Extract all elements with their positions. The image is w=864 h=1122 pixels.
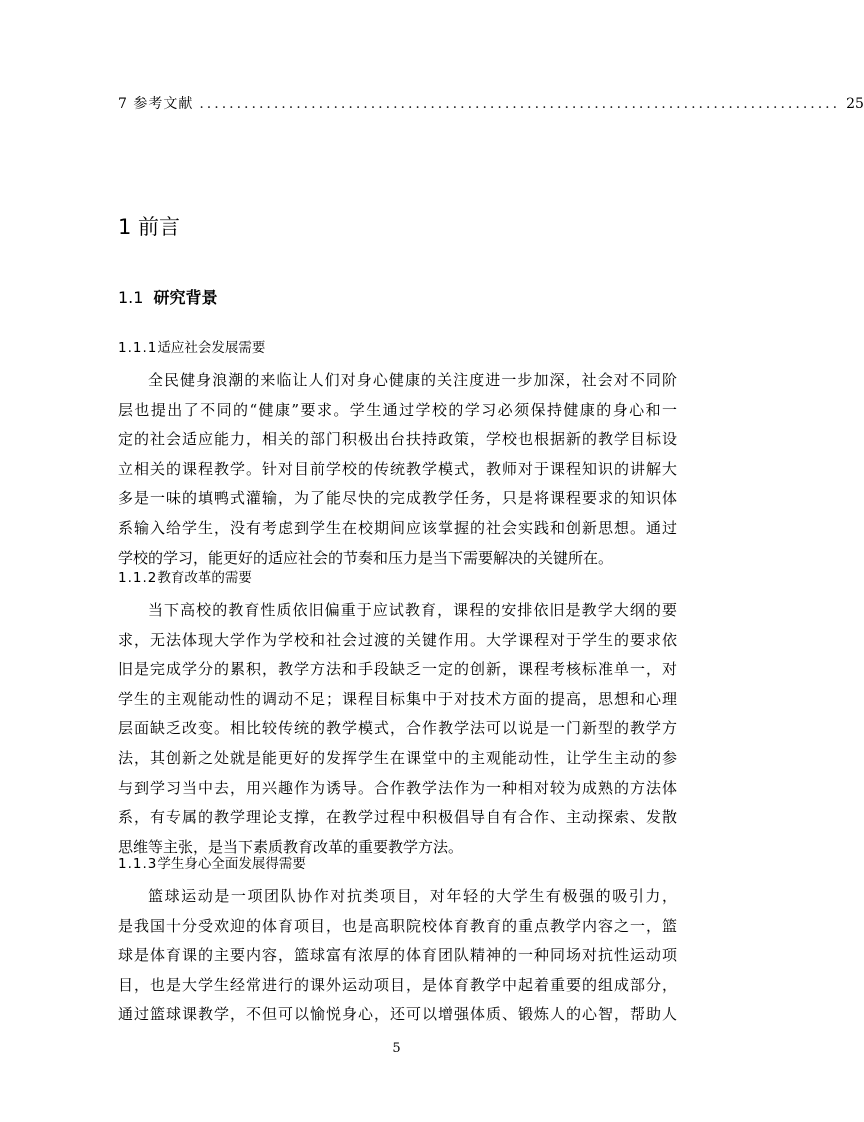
text-line: 学生的主观能动性的调动不足；课程目标集中于对技术方面的提高，思想和心理 [118, 689, 677, 708]
text-line: 球是体育课的主要内容，篮球富有浓厚的体育团队精神的一种同场对抗性运动项 [118, 946, 677, 965]
text-line: 系，有专属的教学理论支撑，在教学过程中积极倡导自有合作、主动探索、发散 [118, 808, 677, 827]
text-line: 层面缺乏改变。相比较传统的教学模式，合作教学法可以说是一门新型的教学方 [118, 719, 677, 738]
subsection-title: 学生身心全面发展得需要 [157, 856, 306, 872]
subsection-number: 1.1.2 [118, 570, 158, 586]
paragraph [118, 366, 677, 573]
section-heading [118, 285, 217, 311]
text-line: 法，其创新之处就是能更好的发挥学生在课堂中的主观能动性，让学生主动的参 [118, 748, 677, 767]
text-line: 通过篮球课教学，不但可以愉悦身心，还可以增强体质、锻炼人的心智，帮助人 [118, 1005, 677, 1024]
toc-entry[interactable] [118, 93, 864, 115]
subsection-number: 1.1.1 [118, 340, 158, 356]
text-line: 与到学习当中去，用兴趣作为诱导。合作教学法作为一种相对较为成熟的方法体 [118, 778, 677, 797]
text-line: 旧是完成学分的累积，教学方法和手段缺乏一定的创新，课程考核标准单一，对 [118, 660, 677, 679]
text-line: 当下高校的教育性质依旧偏重于应试教育，课程的安排依旧是教学大纲的要 [148, 601, 677, 619]
subsection-heading [118, 853, 306, 875]
paragraph [118, 596, 677, 862]
subsection-number: 1.1.3 [118, 856, 158, 872]
toc-entry-title: 7 参考文献 [118, 96, 194, 112]
page-number: 5 [392, 1041, 401, 1056]
text-line: 思维等主张，是当下素质教育改革的重要教学方法。 [118, 837, 464, 856]
subsection-title: 教育改革的需要 [157, 570, 252, 586]
text-line: 求，无法体现大学作为学校和社会过渡的关键作用。大学课程对于学生的要求依 [118, 630, 677, 649]
subsection-heading [118, 337, 265, 359]
text-line: 系输入给学生，没有考虑到学生在校期间应该掌握的社会实践和创新思想。通过 [118, 518, 677, 537]
section-number: 1.1 [118, 288, 144, 307]
toc-leader-dots: ...................................................................................... [199, 96, 841, 112]
text-line: 学校的学习，能更好的适应社会的节奏和压力是当下需要解决的关键所在。 [118, 548, 614, 567]
section-title: 研究背景 [153, 288, 218, 307]
text-line: 多是一味的填鸭式灌输，为了能尽快的完成教学任务，只是将课程要求的知识体 [118, 489, 677, 508]
paragraph [118, 882, 677, 1030]
text-line: 全民健身浪潮的来临让人们对身心健康的关注度进一步加深，社会对不同阶 [148, 371, 677, 389]
toc-entry-page: 25 [846, 96, 864, 112]
text-line: 层也提出了不同的“健康”要求。学生通过学校的学习必须保持健康的身心和一 [118, 400, 677, 419]
subsection-heading [118, 567, 252, 589]
text-line: 目，也是大学生经常进行的课外运动项目，是体育教学中起着重要的组成部分， [118, 975, 677, 994]
subsection-title: 适应社会发展需要 [157, 340, 266, 356]
text-line: 定的社会适应能力，相关的部门积极出台扶持政策，学校也根据新的教学目标设 [118, 430, 677, 449]
text-line: 是我国十分受欢迎的体育项目，也是高职院校体育教育的重点教学内容之一，篮 [118, 916, 677, 935]
chapter-heading: 1 前言 [118, 215, 181, 239]
text-line: 篮球运动是一项团队协作对抗类项目，对年轻的大学生有极强的吸引力， [148, 887, 677, 905]
text-line: 立相关的课程教学。针对目前学校的传统教学模式，教师对于课程知识的讲解大 [118, 459, 677, 478]
